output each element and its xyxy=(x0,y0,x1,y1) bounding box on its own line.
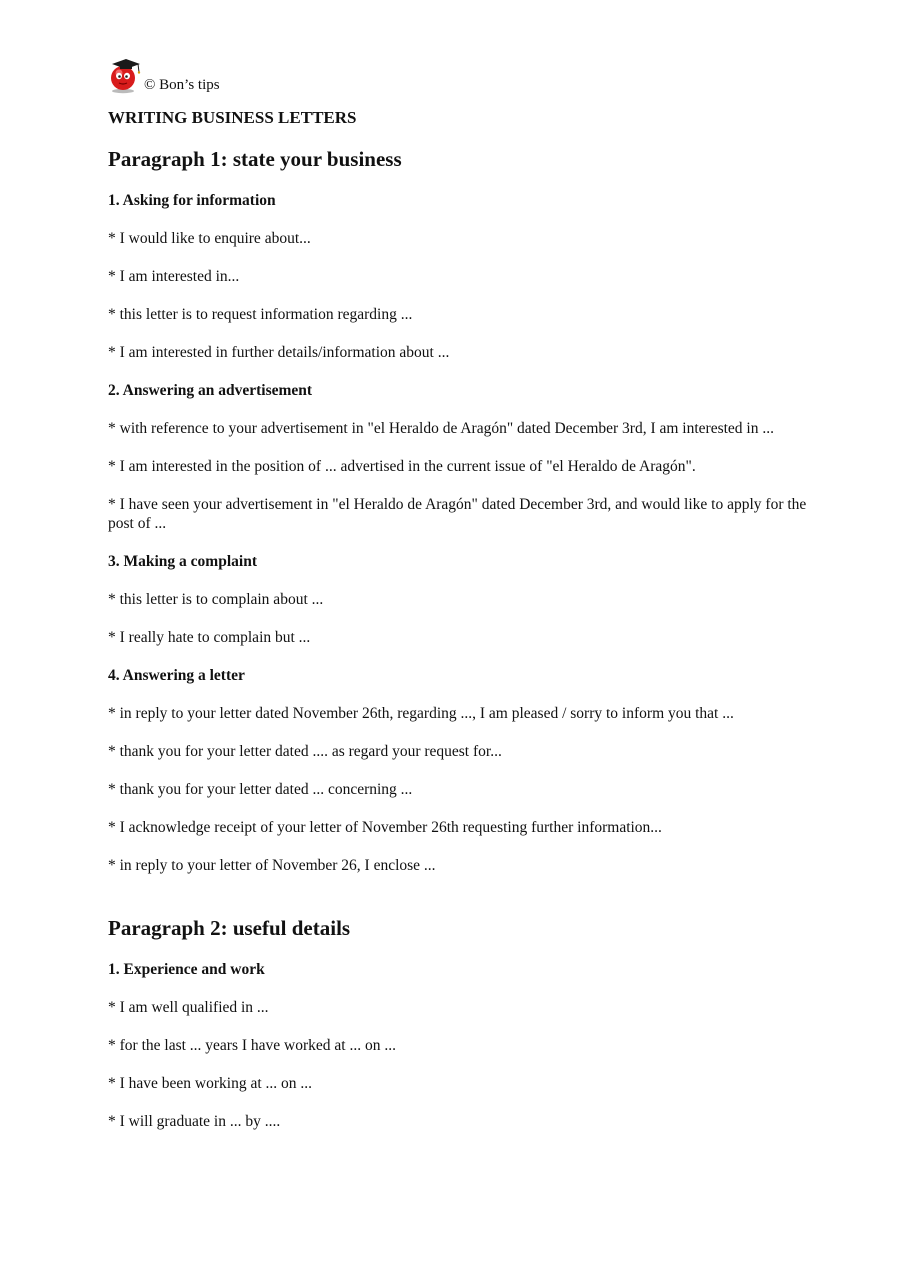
list-item: * in reply to your letter of November 26, I enclose ... xyxy=(108,857,436,874)
group-asking-for-information xyxy=(108,191,828,362)
list-item: * I have seen your advertisement in "el Heraldo de Aragón" dated December 3rd, and would like to apply for the post of ... xyxy=(108,496,807,532)
list-item: * I will graduate in ... by .... xyxy=(108,1113,281,1130)
list-item: * I would like to enquire about... xyxy=(108,230,311,247)
section-paragraph-2 xyxy=(108,915,828,1131)
group-making-a-complaint xyxy=(108,552,828,647)
section-paragraph-1 xyxy=(108,146,828,875)
list-item: * I am interested in further details/information about ... xyxy=(108,344,450,361)
document-page xyxy=(108,54,828,1131)
list-item: * for the last ... years I have worked at ... on ... xyxy=(108,1037,396,1054)
group-answering-a-letter xyxy=(108,666,828,875)
section-heading: Paragraph 1: state your business xyxy=(108,147,402,171)
group-experience-and-work xyxy=(108,960,828,1131)
list-item: * in reply to your letter dated November 26th, regarding ..., I am pleased / sorry to inform you that ... xyxy=(108,705,734,722)
list-item: * I have been working at ... on ... xyxy=(108,1075,313,1092)
tomato-graduate-logo-icon xyxy=(108,54,142,94)
list-item: * with reference to your advertisement in "el Heraldo de Aragón" dated December 3rd, I am interested in ... xyxy=(108,420,774,437)
document-title: WRITING BUSINESS LETTERS xyxy=(108,108,357,127)
list-item: * this letter is to complain about ... xyxy=(108,591,324,608)
list-item: * thank you for your letter dated .... as regard your request for... xyxy=(108,743,502,760)
brand-label: © Bon’s tips xyxy=(144,77,220,93)
list-item: * I am interested in the position of ... advertised in the current issue of "el Heraldo de Aragón". xyxy=(108,458,696,475)
group-title: 4. Answering a letter xyxy=(108,667,245,684)
group-answering-an-advertisement xyxy=(108,381,828,533)
group-title: 3. Making a complaint xyxy=(108,553,257,570)
list-item: * thank you for your letter dated ... concerning ... xyxy=(108,781,413,798)
section-heading: Paragraph 2: useful details xyxy=(108,916,351,940)
group-title: 2. Answering an advertisement xyxy=(108,382,313,399)
list-item: * I am well qualified in ... xyxy=(108,999,269,1016)
group-title: 1. Asking for information xyxy=(108,192,276,209)
list-item: * I acknowledge receipt of your letter of November 26th requesting further information... xyxy=(108,819,662,836)
list-item: * I am interested in... xyxy=(108,268,240,285)
group-title: 1. Experience and work xyxy=(108,961,265,978)
brand-header xyxy=(108,54,828,94)
list-item: * this letter is to request information regarding ... xyxy=(108,306,413,323)
list-item: * I really hate to complain but ... xyxy=(108,629,311,646)
